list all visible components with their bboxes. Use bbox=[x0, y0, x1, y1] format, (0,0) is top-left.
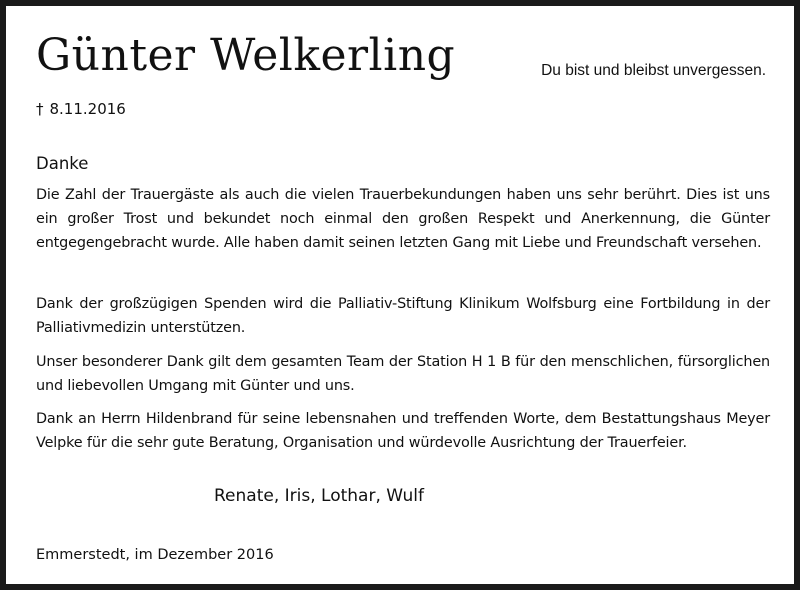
paragraph-station-team: Unser besonderer Dank gilt dem gesamten Team der Station H 1 B für den menschlichen, fürsorglichen und liebevollen Umgang mit Günter und uns. bbox=[36, 354, 770, 394]
death-date: 8.11.2016 bbox=[49, 100, 126, 118]
death-date-line bbox=[36, 99, 126, 119]
place-and-date: Emmerstedt, im Dezember 2016 bbox=[36, 547, 274, 563]
motto-text: Du bist und bleibst unvergessen. bbox=[541, 62, 766, 79]
cross-icon: † bbox=[36, 100, 44, 118]
paragraph-guests: Die Zahl der Trauergäste als auch die vielen Trauerbekundungen haben uns sehr berührt. Dies ist uns ein großer Trost und bekundet noch einmal den großen Respekt und Anerkennung, die Günter entgegengebracht wurde. Alle haben damit seinen letzten Gang mit Liebe und Freundschaft versehen. bbox=[36, 187, 770, 251]
paragraph-funeral-thanks: Dank an Herrn Hildenbrand für seine lebensnahen und treffenden Worte, dem Bestattungshaus Meyer Velpke für die sehr gute Beratung, Organisation und würdevolle Ausrichtung der Trauerfeier. bbox=[36, 411, 770, 451]
signers: Renate, Iris, Lothar, Wulf bbox=[214, 486, 424, 506]
thanks-heading: Danke bbox=[36, 154, 89, 173]
deceased-name: Günter Welkerling bbox=[36, 30, 456, 81]
paragraph-donations: Dank der großzügigen Spenden wird die Palliativ-Stiftung Klinikum Wolfsburg eine Fortbildung in der Palliativmedizin unterstützen. bbox=[36, 296, 770, 336]
